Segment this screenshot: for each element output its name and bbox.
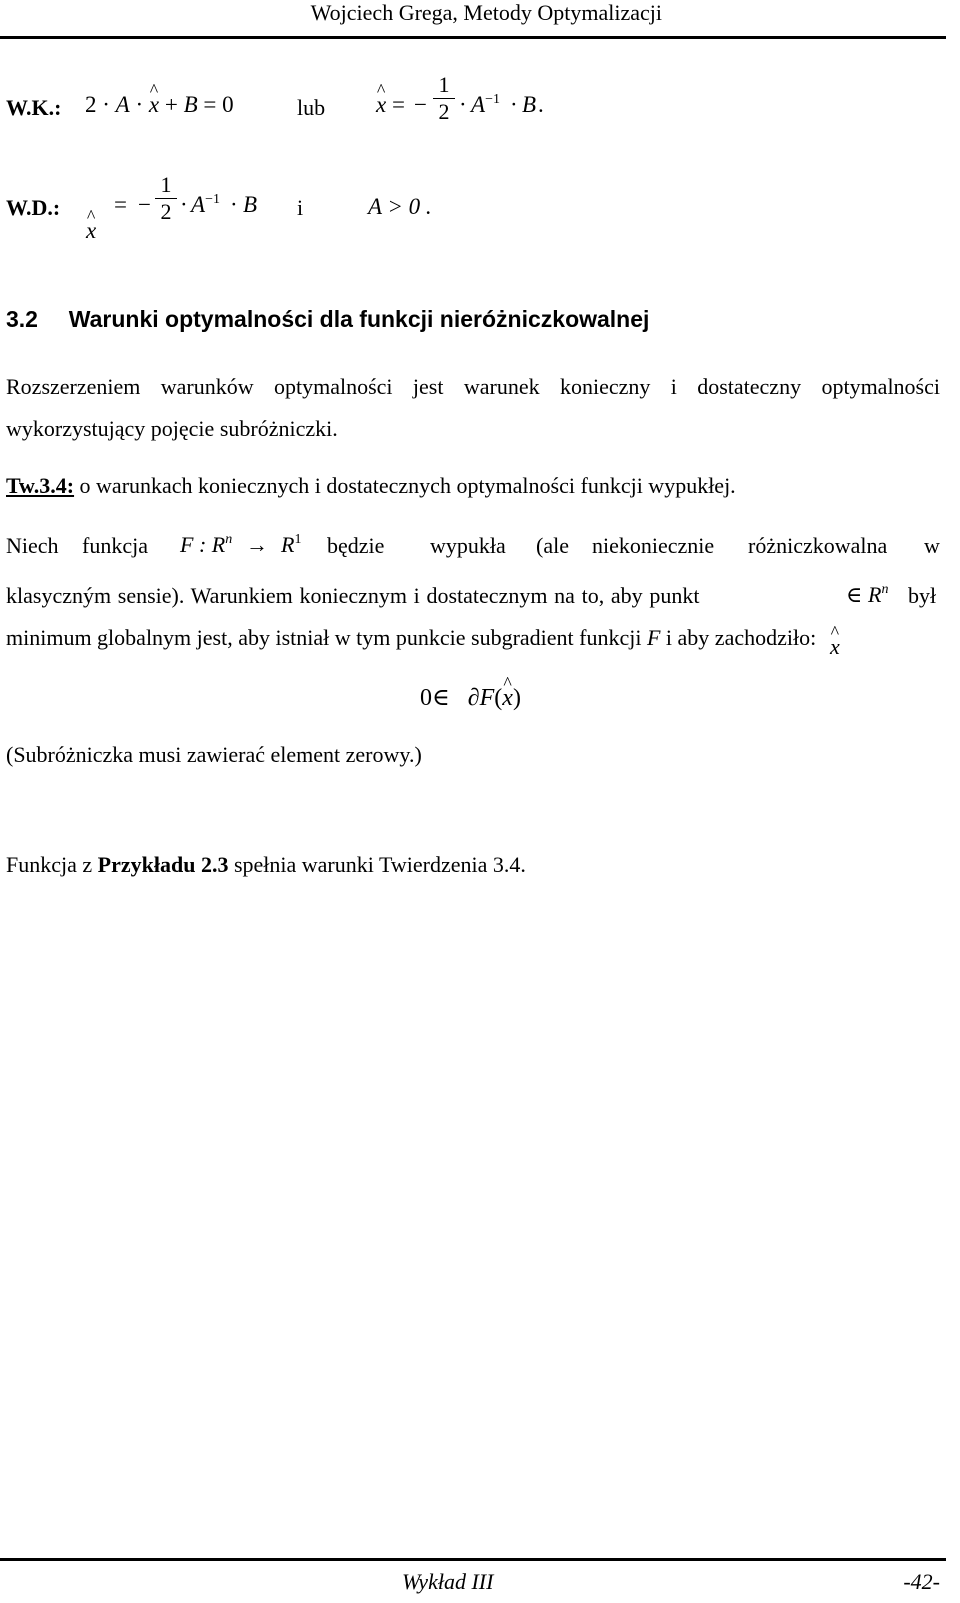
wk-equation	[85, 92, 234, 118]
wk-rhs-A: $A^{-1}$	[471, 92, 500, 117]
wk-frac-den: 2	[438, 99, 450, 124]
para-l2-n: n	[881, 582, 889, 597]
wk-dot2: ·	[135, 92, 144, 117]
para-l3-b: i aby zachodziło:	[665, 625, 817, 650]
theorem-line	[6, 473, 736, 499]
intro-line-1: Rozszerzeniem warunków optymalności jest warunek konieczny i dostateczny optymalności	[6, 374, 940, 399]
intro-line-2: wykorzystujący pojęcie subróżniczki.	[6, 416, 338, 441]
closing-a: Funkcja z	[6, 852, 93, 877]
cond-xhat: x ^	[502, 685, 513, 712]
wd-connector: i	[297, 195, 304, 220]
closing-line	[6, 852, 526, 878]
condition-formula	[420, 683, 521, 712]
para-funkcja: funkcja	[82, 533, 148, 558]
section-number: 3.2	[6, 306, 38, 332]
footer-page-number: -42-	[903, 1569, 940, 1594]
wk-dot: ·	[102, 92, 110, 117]
wd-xhat: x ^	[86, 218, 96, 244]
wk-rhs-end: .	[538, 92, 544, 117]
wk-plus: +	[164, 92, 178, 117]
wk-B: B	[183, 92, 198, 117]
wk-rhs-dot2: ·	[510, 92, 518, 117]
section-title: Warunki optymalności dla funkcji nieróżniczkowalnej	[68, 306, 650, 332]
para-arrow: →	[246, 532, 268, 557]
wd-A: $A^{-1}$	[191, 192, 220, 217]
para-n: n	[225, 532, 233, 547]
para-niekoniecznie: niekoniecznie	[592, 533, 715, 558]
wk-eq: =	[203, 92, 217, 117]
wd-dot: ·	[180, 192, 188, 217]
wd-condition: A > 0 .	[368, 194, 432, 219]
para-rozniczkowalna: różniczkowalna	[748, 533, 888, 558]
wd-frac-num: 1	[160, 172, 172, 197]
cond-zero: 0	[420, 685, 432, 711]
closing-bold: Przykładu 2.3	[97, 852, 229, 877]
page-header	[0, 0, 946, 39]
wd-fraction	[155, 172, 177, 225]
wd-dot2: ·	[230, 192, 238, 217]
wk-rhs-exp: −1	[485, 92, 500, 107]
cond-close: )	[512, 685, 521, 711]
wd-eq: =	[114, 192, 127, 217]
para-l2-Rn: $R^n$	[868, 582, 889, 607]
wd-B: B	[243, 192, 258, 217]
footer-lecture: Wykład III	[402, 1569, 494, 1594]
para-l2-text: klasyczným sensie). Warunkiem koniecznym i dostatecznym na to, aby punkt	[6, 583, 700, 608]
para-l2-xhat: x ^	[830, 634, 840, 660]
para-niech: Niech	[6, 533, 59, 558]
para-l2-end: był	[908, 583, 937, 608]
para-w: w	[924, 533, 940, 558]
cond-partial: ∂	[467, 685, 480, 711]
wd-exp: −1	[205, 192, 220, 207]
wk-A: A	[115, 92, 130, 117]
wk-rhs-eq: =	[392, 92, 405, 117]
para-l3-F: F	[646, 625, 661, 650]
wk-zero: 0	[222, 92, 234, 117]
theorem-label: Tw.3.4:	[6, 473, 75, 498]
para-one: 1	[294, 532, 302, 547]
para-l2-in: ∈	[846, 582, 863, 607]
para-mapping: F : $R^n$	[180, 532, 233, 557]
cond-F: F	[479, 685, 495, 711]
closing-b: spełnia warunki Twierdzenia 3.4.	[233, 852, 526, 877]
para-wypukla: wypukła	[430, 533, 506, 558]
wk-rhs-fraction	[433, 72, 455, 125]
wd-minus: −	[138, 192, 151, 217]
para-bedzie: będzie	[327, 533, 385, 558]
para-ale: (ale	[536, 533, 569, 558]
cond-in: ∈	[432, 685, 450, 711]
wk-rhs-xhat: x ^	[376, 92, 386, 118]
wk-rhs-B: B	[522, 92, 537, 117]
note-line: (Subróżniczka musi zawierać element zerowy.)	[6, 742, 422, 767]
page-footer	[0, 1558, 946, 1603]
cond-open: (	[494, 685, 503, 711]
para-R1: $R^1$	[281, 532, 302, 557]
wd-frac-den: 2	[160, 199, 172, 224]
wk-label: W.K.:	[6, 95, 62, 120]
wk-rhs-dot: ·	[459, 92, 467, 117]
wd-label: W.D.:	[6, 195, 61, 220]
wk-xhat: x ^	[149, 92, 159, 118]
wk-connector: lub	[297, 95, 326, 120]
header-title: Wojciech Grega, Metody Optymalizacji	[310, 0, 662, 25]
theorem-text: o warunkach koniecznych i dostatecznych optymalności funkcji wypukłej.	[79, 473, 736, 498]
para-l3-a: minimum globalnym jest, aby istniał w tym punkcie subgradient funkcji	[6, 625, 642, 650]
wk-frac-num: 1	[438, 72, 450, 97]
para-line-3	[6, 625, 816, 651]
section-heading	[6, 306, 649, 333]
wk-rhs-minus: −	[414, 92, 427, 117]
wk-coef: 2	[85, 92, 97, 117]
